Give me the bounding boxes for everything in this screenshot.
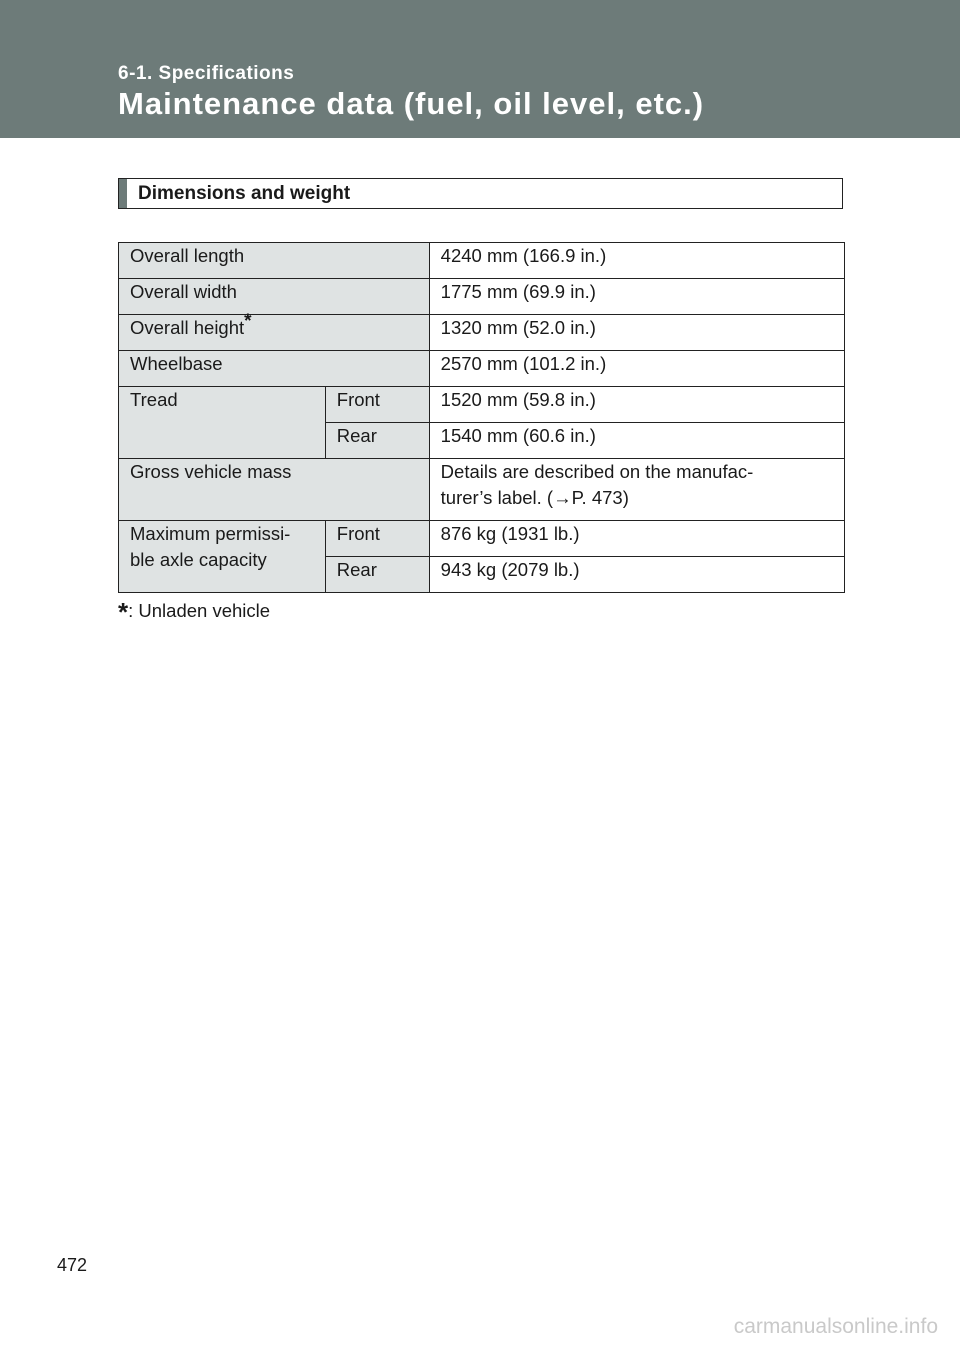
- watermark: carmanualsonline.info: [733, 1315, 938, 1338]
- row-value: 1775 mm (69.9 in.): [429, 279, 844, 315]
- row-value: 876 kg (1931 lb.): [429, 521, 844, 557]
- value-line: Details are described on the manufac-: [440, 461, 754, 482]
- subsection-accent-bar: [119, 179, 127, 208]
- table-row: [119, 279, 845, 315]
- row-label: Gross vehicle mass: [119, 459, 430, 521]
- dimensions-table: [118, 242, 845, 593]
- label-line: ble axle capacity: [130, 549, 267, 570]
- footnote-text: : Unladen vehicle: [128, 600, 271, 621]
- row-label: [119, 310, 430, 351]
- sub-label: Front: [325, 387, 429, 423]
- row-value: 943 kg (2079 lb.): [429, 557, 844, 593]
- row-label: Wheelbase: [119, 351, 430, 387]
- row-label: Tread: [119, 387, 326, 459]
- footnote-marker: *: [244, 310, 252, 332]
- table-row: [119, 521, 845, 557]
- row-label: [119, 521, 326, 593]
- page-number: 472: [57, 1255, 88, 1275]
- table-row: [119, 315, 845, 351]
- footnote: [118, 597, 270, 628]
- section-label: 6-1. Specifications: [118, 63, 295, 84]
- row-value: [429, 459, 844, 521]
- footnote-star: *: [118, 597, 129, 627]
- overall-height-label: Overall height: [130, 317, 245, 338]
- row-label: Overall width: [119, 279, 430, 315]
- sub-label: Rear: [325, 557, 429, 593]
- row-value: 2570 mm (101.2 in.): [429, 351, 844, 387]
- sub-label: Front: [325, 521, 429, 557]
- subsection-heading: [118, 178, 843, 209]
- row-value: 1320 mm (52.0 in.): [429, 315, 844, 351]
- subsection-title: Dimensions and weight: [138, 183, 351, 204]
- table-row: [119, 459, 845, 521]
- table-row: [119, 351, 845, 387]
- row-label: Overall length: [119, 243, 430, 279]
- row-value: 1540 mm (60.6 in.): [429, 423, 844, 459]
- table-row: [119, 387, 845, 423]
- sub-label: Rear: [325, 423, 429, 459]
- row-value: 1520 mm (59.8 in.): [429, 387, 844, 423]
- table-row: [119, 243, 845, 279]
- value-line: turer’s label. (→P. 473): [440, 487, 629, 508]
- label-line: Maximum permissi-: [130, 523, 291, 544]
- row-value: 4240 mm (166.9 in.): [429, 243, 844, 279]
- page-title: Maintenance data (fuel, oil level, etc.): [118, 86, 705, 121]
